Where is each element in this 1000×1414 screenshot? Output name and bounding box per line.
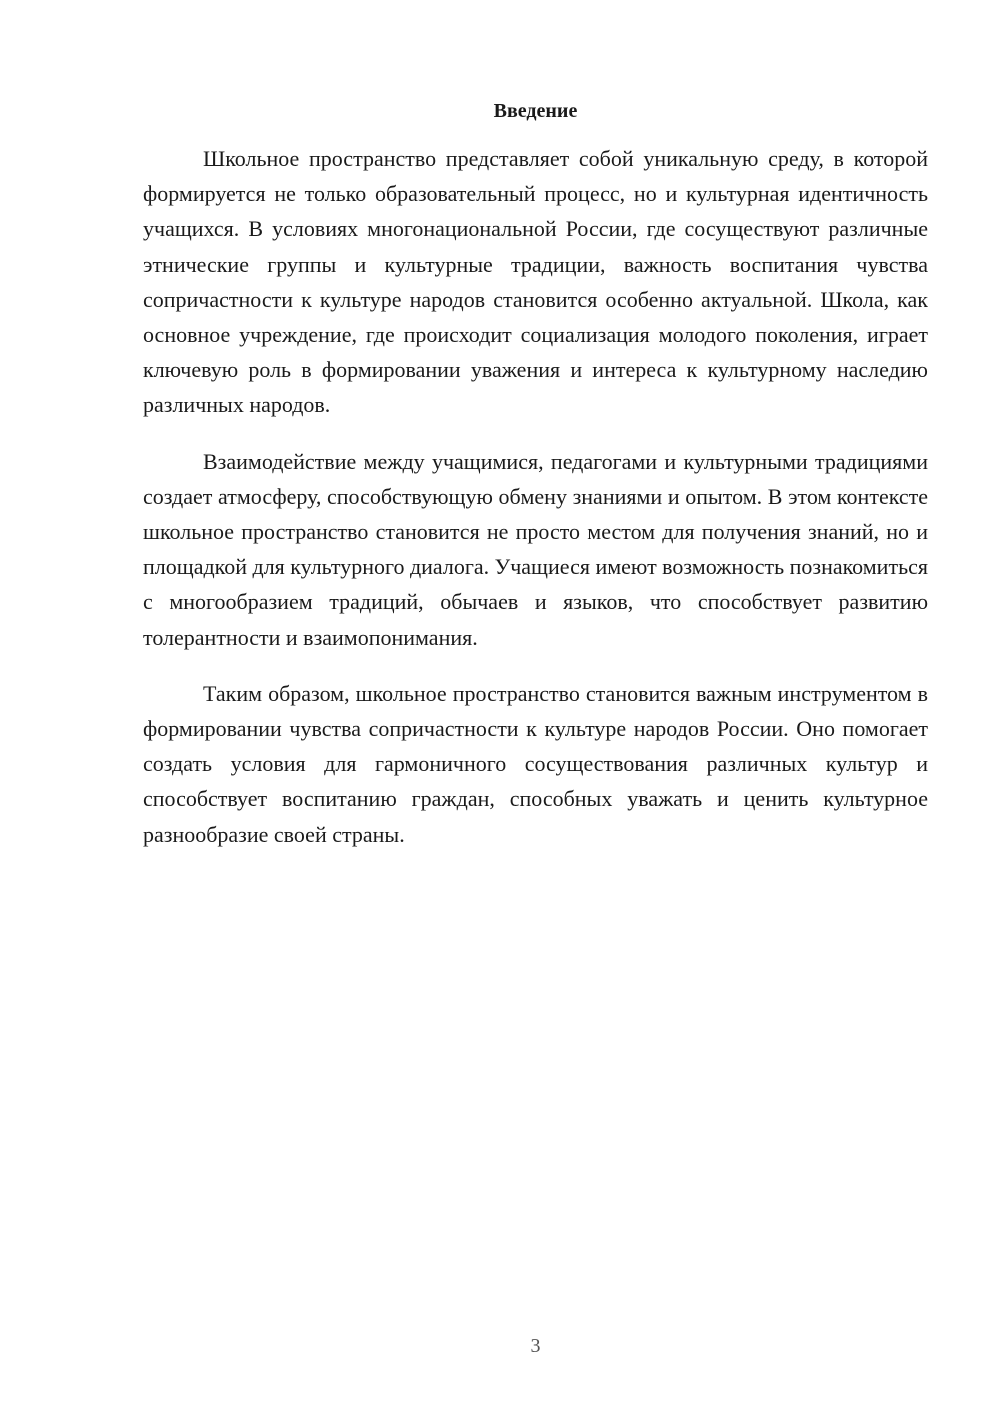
page-number: 3 — [530, 1335, 541, 1357]
section-title: Введение — [493, 100, 578, 122]
body-text — [143, 141, 928, 873]
paragraph-2: Взаимодействие между учащимися, педагогами и культурными традициями создает атмосферу, способствующую обмену знаниями и опытом. В этом контексте школьное пространство становится не просто местом для получения знаний, но и площадкой для культурного диалога. Учащиеся имеют возможность познакомиться с многообразием традиций, обычаев и языков, что способствует развитию толерантности и взаимопонимания. — [143, 448, 928, 650]
paragraph-3: Таким образом, школьное пространство становится важным инструментом в формировании чувства сопричастности к культуре народов России. Оно помогает создать условия для гармоничного сосуществования различных культур и способствует воспитанию граждан, способных уважать и ценить культурное разнообразие своей страны. — [143, 680, 928, 847]
paragraph-1: Школьное пространство представляет собой уникальную среду, в которой формируется не только образовательный процесс, но и культурная идентичность учащихся. В условиях многонациональной России, где сосуществуют различные этнические группы и культурные традиции, важность воспитания чувства сопричастности к культуре народов становится особенно актуальной. Школа, как основное учреждение, где происходит социализация молодого поколения, играет ключевую роль в формировании уважения и интереса к культурному наследию различных народов. — [143, 146, 928, 418]
